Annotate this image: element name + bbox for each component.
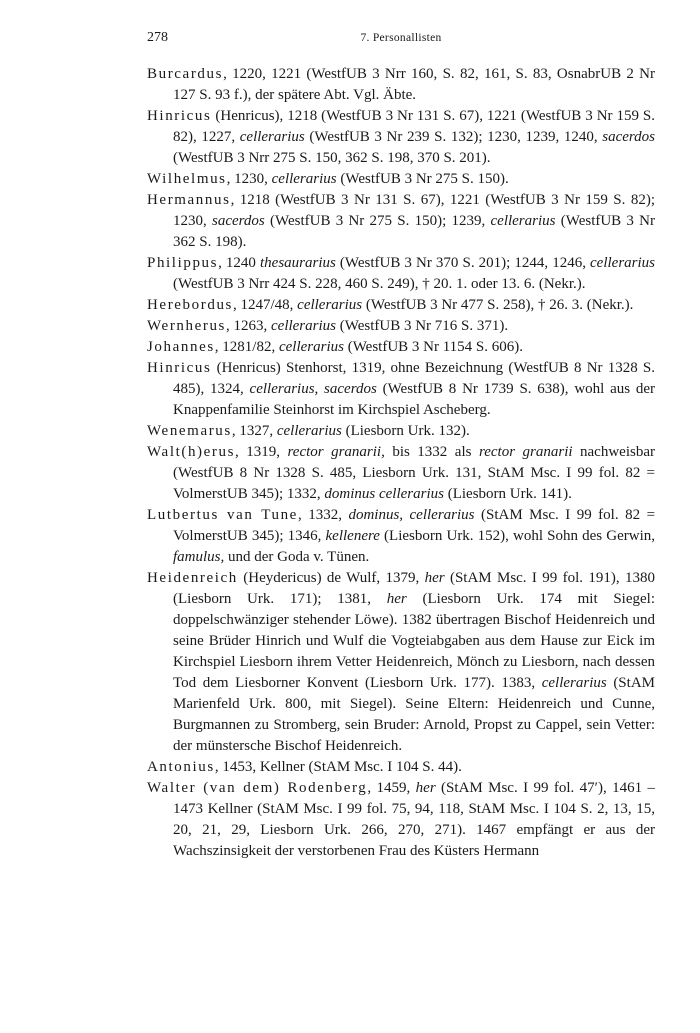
entry-latin-term: cellerarius: [271, 318, 336, 334]
entry-text: (StAM Msc. I 99 fol. 47′), 1461 – 1473 Kellner (StAM Msc. I 99 fol. 75, 94, 118, StAM Msc. I 104 S. 2, 13, 15, 20, 21, 29, Liesborn Urk. 266, 270, 271). 1467 empfängt er aus der Wachszinsigkeit der verstorbenen Frau des Küsters Hermann: [173, 780, 655, 859]
entry-latin-term: dominus, cellerarius: [348, 507, 475, 523]
entry-latin-term: dominus cellerarius: [324, 486, 444, 502]
entry-text: (WestfUB 3 Nr 275 S. 150).: [336, 171, 509, 187]
entry-name: Hinricus: [147, 108, 212, 124]
list-entry: [147, 757, 655, 778]
list-entry: [147, 190, 655, 253]
entry-text: (WestfUB 3 Nr 477 S. 258), † 26. 3. (Nekr.).: [362, 297, 634, 313]
list-entry: [147, 337, 655, 358]
entry-latin-term: thesaurarius: [260, 255, 336, 271]
entry-latin-term: cellerarius: [278, 339, 344, 355]
entry-name: Hinricus: [147, 360, 212, 376]
entry-name: Heidenreich: [147, 570, 238, 586]
entry-name: Burcardus: [147, 66, 224, 82]
entry-name: Antonius: [147, 759, 215, 775]
list-entry: [147, 295, 655, 316]
entry-text: (Liesborn Urk. 152), wohl Sohn des Gerwin,: [379, 528, 655, 544]
entry-text: (WestfUB 3 Nr 275 S. 150); 1239,: [264, 213, 491, 229]
entry-text: , 1218 (WestfUB 3 Nr 131 S. 67), 1221 (WestfUB 3 Nr 159 S. 82); 1230,: [173, 192, 655, 229]
entry-text: bis 1332 als: [384, 444, 479, 460]
entry-name: Hermannus: [147, 192, 231, 208]
entry-name: Wilhelmus: [147, 171, 227, 187]
entry-latin-term: cellerarius: [590, 255, 656, 271]
list-entry: [147, 358, 655, 421]
entry-latin-term: her: [386, 591, 407, 607]
entry-text: , 1459,: [367, 780, 416, 796]
entry-text: (Henricus), 1218 (WestfUB 3 Nr 131 S. 67), 1221 (WestfUB 3 Nr 159 S. 82), 1227,: [173, 108, 655, 145]
entry-latin-term: cellerarius: [239, 129, 305, 145]
entry-latin-term: rector granarii: [478, 444, 573, 460]
entry-text: (WestfUB 3 Nrr 424 S. 228, 460 S. 249), † 20. 1. oder 13. 6. (Nekr.).: [173, 276, 586, 292]
entry-text: (WestfUB 3 Nr 239 S. 132); 1230, 1239, 1240,: [304, 129, 603, 145]
entry-latin-term: kellenere: [325, 528, 380, 544]
entry-latin-term: sacerdos: [212, 213, 265, 229]
list-entry: [147, 568, 655, 757]
entry-text: und der Goda v. Tünen.: [224, 549, 370, 565]
list-entry: [147, 778, 655, 862]
entry-name: Lutbertus van Tune: [147, 507, 298, 523]
entry-text: , 1453, Kellner (StAM Msc. I 104 S. 44).: [214, 759, 462, 775]
page-number: 278: [147, 30, 168, 45]
entry-name: Johannes: [147, 339, 215, 355]
entry-text: (Liesborn Urk. 174 mit Siegel: doppelschwänziger stehender Löwe). 1382 übertragen Bischof Heidenreich und seine Brüder Hinrich und Wulf die Vogteiabgaben aus dem Hause zur Eick im Kirchspiel Liesborn ihrem Vetter Heidenreich, Mönch zu Liesborn, nach dessen Tod dem Liesborner Konvent (Liesborn Urk. 177). 1383,: [173, 591, 656, 691]
entry-latin-term: cellerarius: [541, 675, 607, 691]
entry-latin-term: famulus,: [173, 549, 225, 565]
entry-text: , 1327,: [231, 423, 277, 439]
entry-latin-term: her: [415, 780, 436, 796]
entry-text: (WestfUB 3 Nr 1154 S. 606).: [343, 339, 524, 355]
running-title: 7. Personallisten: [360, 32, 442, 44]
page-header: [147, 30, 655, 52]
entry-latin-term: cellerarius, sacerdos: [249, 381, 377, 397]
entry-text: (Liesborn Urk. 141).: [443, 486, 572, 502]
list-entry: [147, 316, 655, 337]
list-entry: [147, 442, 655, 505]
list-entry: [147, 421, 655, 442]
entry-latin-term: cellerarius: [490, 213, 556, 229]
entry-name: Herebordus: [147, 297, 233, 313]
entry-text: (Liesborn Urk. 132).: [341, 423, 470, 439]
entry-text: (StAM Marienfeld Urk. 800, mit Siegel). Seine Eltern: Heidenreich und Cunne, Burgmannen zu Stromberg, sein Bruder: Arnold, Propst zu Cappel, sein Vetter: der münstersche Bischof Heidenreich.: [173, 675, 655, 754]
list-entry: [147, 505, 655, 568]
list-entry: [147, 64, 655, 106]
entry-latin-term: cellerarius: [276, 423, 342, 439]
entry-text: (StAM Msc. I 99 fol. 191), 1380 (Liesborn Urk. 171); 1381,: [173, 570, 655, 607]
entry-text: , 1319,: [235, 444, 288, 460]
entry-text: nachweisbar (WestfUB 8 Nr 1328 S. 485, Liesborn Urk. 131, StAM Msc. I 99 fol. 82 = VolmerstUB 345); 1332,: [173, 444, 655, 502]
personnel-list: [147, 64, 655, 862]
list-entry: [147, 106, 655, 169]
entry-text: , 1220, 1221 (WestfUB 3 Nrr 160, S. 82, 161, S. 83, OsnabrUB 2 Nr 127 S. 93 f.), der spätere Abt. Vgl. Äbte.: [173, 66, 655, 103]
list-entry: [147, 253, 655, 295]
list-entry: [147, 169, 655, 190]
entry-latin-term: rector granarii,: [287, 444, 385, 460]
entry-text: (Henricus) Stenhorst, 1319, ohne Bezeichnung (WestfUB 8 Nr 1328 S. 485), 1324,: [173, 360, 655, 397]
entry-name: Wernherus: [147, 318, 226, 334]
entry-name: Philippus: [147, 255, 219, 271]
entry-text: , 1281/82,: [214, 339, 279, 355]
entry-text: (WestfUB 3 Nr 716 S. 371).: [336, 318, 509, 334]
entry-text: (WestfUB 3 Nr 370 S. 201); 1244, 1246,: [335, 255, 591, 271]
entry-latin-term: cellerarius: [271, 171, 337, 187]
entry-name: Wenemarus: [147, 423, 232, 439]
entry-text: (WestfUB 8 Nr 1739 S. 638), wohl aus der Knappenfamilie Steinhorst im Kirchspiel Ascheberg.: [173, 381, 656, 418]
entry-text: , 1332,: [297, 507, 349, 523]
entry-text: , 1247/48,: [232, 297, 298, 313]
entry-latin-term: her: [424, 570, 445, 586]
entry-latin-term: sacerdos: [602, 129, 656, 145]
book-page: [147, 30, 655, 862]
entry-name: Walt(h)erus: [147, 444, 236, 460]
entry-text: , 1230,: [226, 171, 272, 187]
entry-text: , 1263,: [226, 318, 271, 334]
entry-text: (WestfUB 3 Nrr 275 S. 150, 362 S. 198, 370 S. 201).: [173, 150, 491, 166]
entry-text: (StAM Msc. I 99 fol. 82 = VolmerstUB 345); 1346,: [173, 507, 656, 544]
entry-text: (WestfUB 3 Nr 362 S. 198).: [173, 213, 656, 250]
entry-text: (Heydericus) de Wulf, 1379,: [237, 570, 425, 586]
entry-latin-term: cellerarius: [297, 297, 363, 313]
entry-name: Walter (van dem) Rodenberg: [147, 780, 368, 796]
entry-text: , 1240: [218, 255, 260, 271]
